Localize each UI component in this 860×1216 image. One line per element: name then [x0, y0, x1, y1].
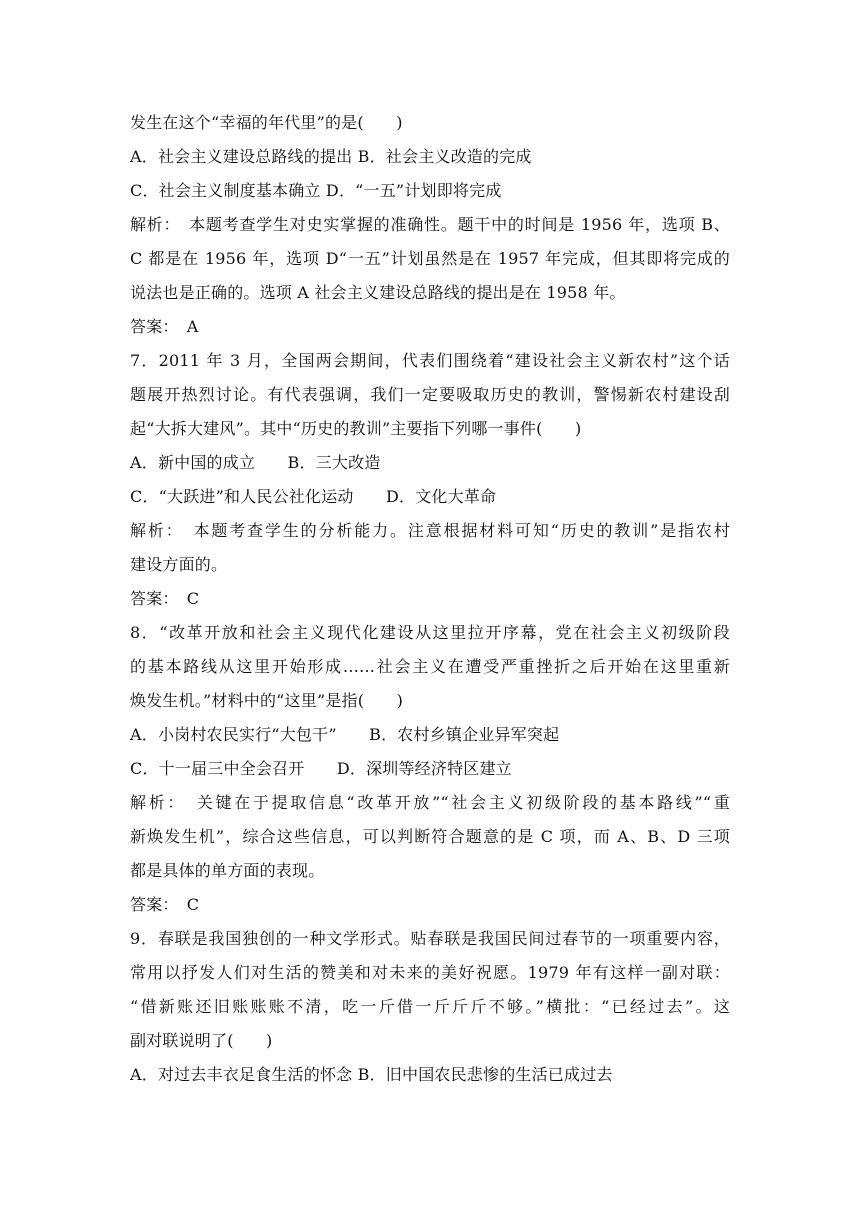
text-line: 解析： 本题考查学生对史实掌握的准确性。题干中的时间是 1956 年，选项 B、 [130, 215, 730, 234]
text-line: 9．春联是我国独创的一种文学形式。贴春联是我国民间过春节的一项重要内容， [130, 929, 730, 948]
text-line: 解析： 关键在于提取信息“改革开放”“社会主义初级阶段的基本路线”“重 [130, 793, 730, 812]
text-line: C 都是在 1956 年，选项 D“一五”计划虽然是在 1957 年完成，但其即将完成的 [130, 249, 730, 268]
text-line: 发生在这个“幸福的年代里”的是( ) [130, 113, 403, 132]
text-line: C．“大跃进”和人民公社化运动 D．文化大革命 [130, 487, 497, 506]
text-line: 副对联说明了( ) [130, 1031, 273, 1050]
text-line: 新焕发生机”，综合这些信息，可以判断符合题意的是 C 项，而 A、B、D 三项 [130, 827, 730, 846]
text-line: 常用以抒发人们对生活的赞美和对未来的美好祝愿。1979 年有这样一副对联： [130, 963, 730, 982]
text-line: 的基本路线从这里开始形成……社会主义在遭受严重挫折之后开始在这里重新 [130, 657, 730, 676]
text-line: 起“大拆大建风”。其中“历史的教训”主要指下列哪一事件( ) [130, 419, 582, 438]
text-line: 答案： C [130, 589, 200, 608]
text-line: 说法也是正确的。选项 A 社会主义建设总路线的提出是在 1958 年。 [130, 283, 626, 302]
text-line: 答案： A [130, 317, 199, 336]
text-line: A．新中国的成立 B．三大改造 [130, 453, 381, 472]
text-line: A．社会主义建设总路线的提出 B．社会主义改造的完成 [130, 147, 532, 166]
text-line: 解析： 本题考查学生的分析能力。注意根据材料可知“历史的教训”是指农村 [130, 521, 730, 540]
text-line: A．小岗村农民实行“大包干” B．农村乡镇企业异军突起 [130, 725, 560, 744]
text-line: 都是具体的单方面的表现。 [130, 861, 325, 880]
text-line: “借新账还旧账账账不清，吃一斤借一斤斤斤不够。”横批：“已经过去”。这 [130, 997, 730, 1016]
text-line: A．对过去丰衣足食生活的怀念 B．旧中国农民悲惨的生活已成过去 [130, 1065, 613, 1084]
document-page [130, 106, 730, 1092]
text-line: C．十一届三中全会召开 D．深圳等经济特区建立 [130, 759, 512, 778]
text-line: 7．2011 年 3 月，全国两会期间，代表们围绕着“建设社会主义新农村”这个话 [130, 351, 730, 370]
text-line: 焕发生机。”材料中的“这里”是指( ) [130, 691, 404, 710]
text-line: 8．“改革开放和社会主义现代化建设从这里拉开序幕，党在社会主义初级阶段 [130, 623, 730, 642]
text-line: 题展开热烈讨论。有代表强调，我们一定要吸取历史的教训，警惕新农村建设刮 [130, 385, 730, 404]
text-line: C．社会主义制度基本确立 D．“一五”计划即将完成 [130, 181, 502, 200]
text-line: 建设方面的。 [130, 555, 228, 574]
text-line: 答案： C [130, 895, 200, 914]
